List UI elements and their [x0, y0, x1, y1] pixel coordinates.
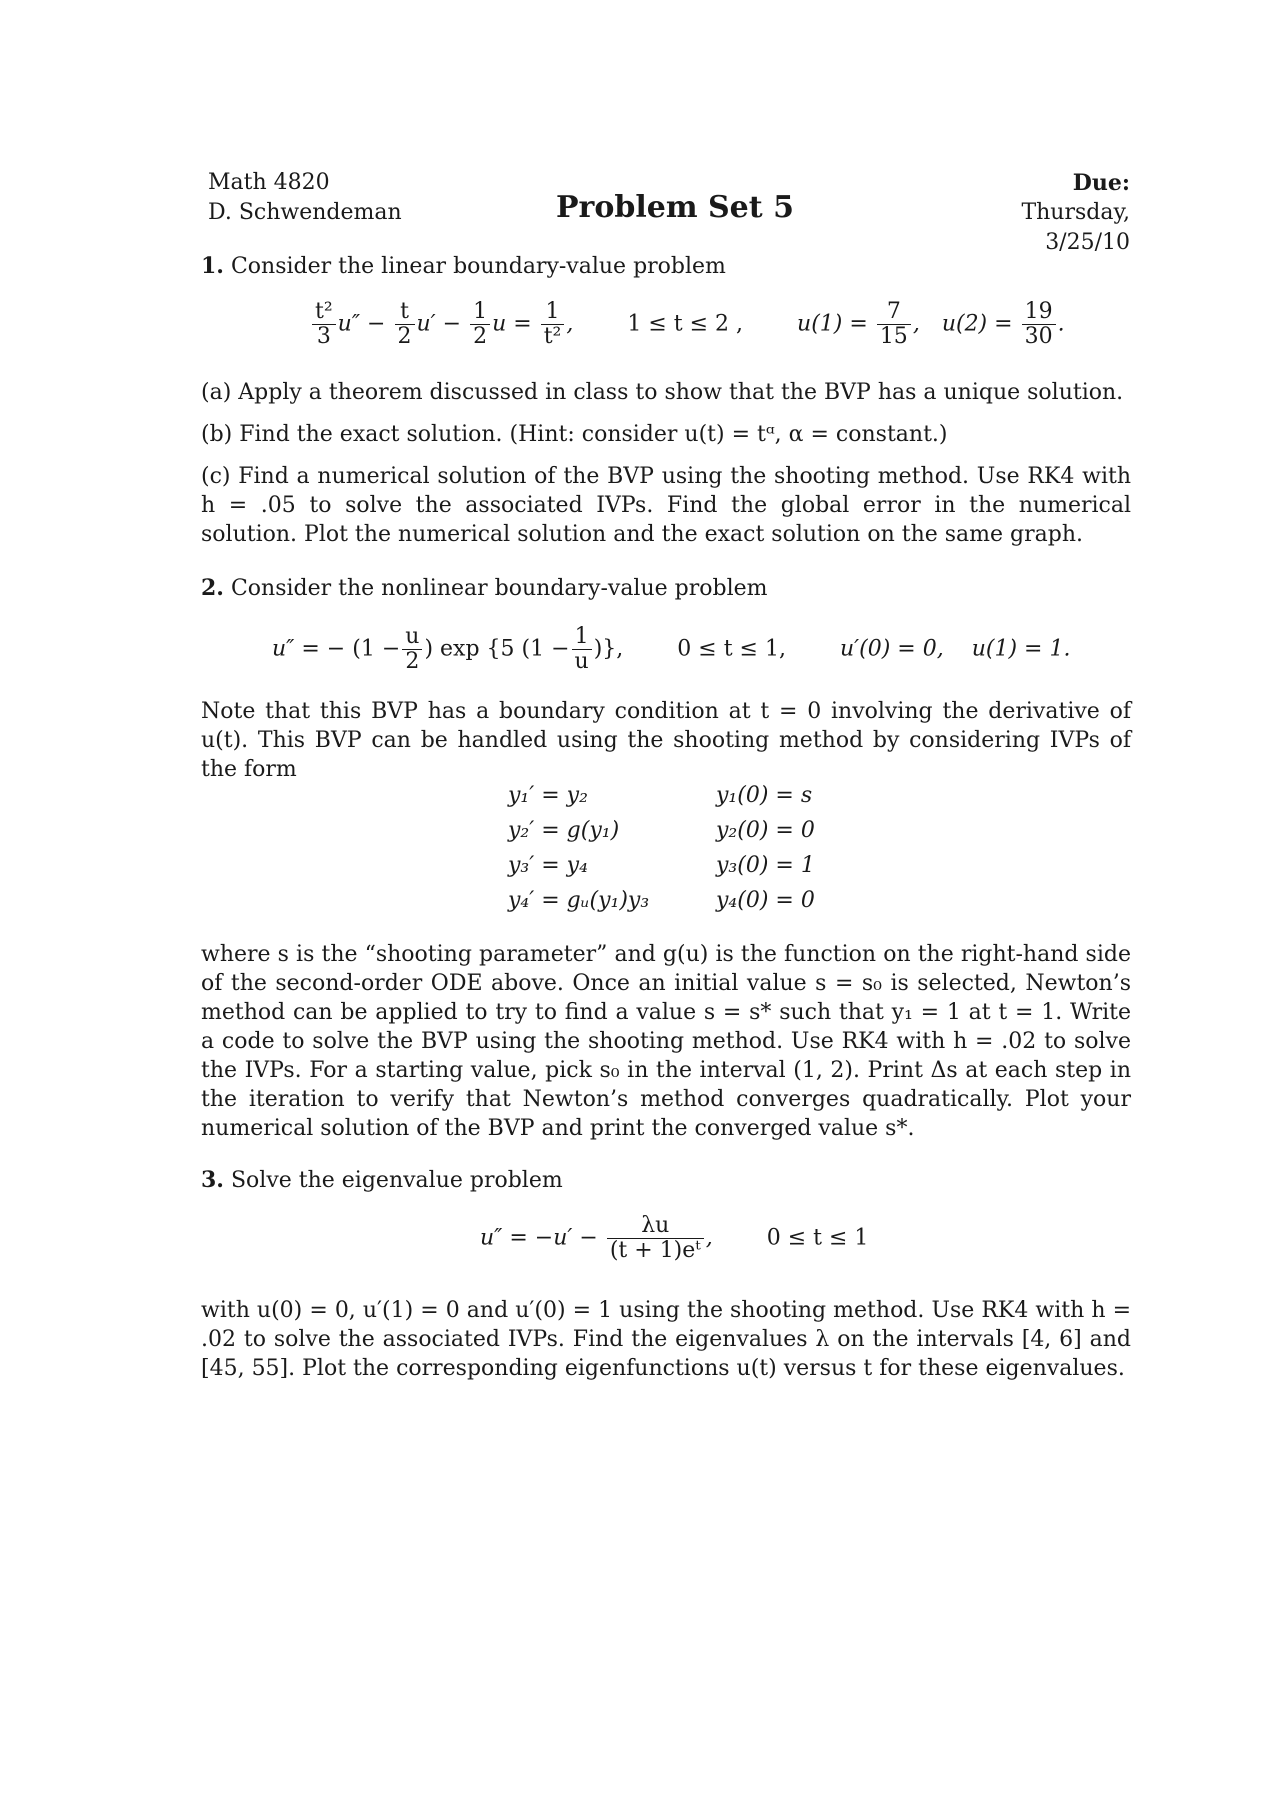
- eq1-frac-1-2: $\frac{1}{2}$: [470, 300, 490, 349]
- problem2-equation: [272, 625, 1132, 685]
- eq1-ueq: u =: [492, 311, 532, 337]
- problem1-intro-text: Consider the linear boundary-value problem: [230, 254, 726, 279]
- eq2-domain: 0 ≤ t ≤ 1,: [677, 636, 786, 662]
- due-label: Due:: [1072, 170, 1130, 196]
- eq2-brace-open: {5 (1 −: [486, 636, 570, 662]
- system-ode-4: y₄′ = gᵤ(y₁)y₃: [508, 888, 650, 913]
- eq2-frac-1-u: $\frac{1}{u}$: [572, 625, 592, 674]
- problem3-equation: [480, 1214, 980, 1274]
- eq2-lhs: u″ = −: [272, 636, 346, 662]
- system-ic-3: y₃(0) = 1: [716, 853, 815, 878]
- problem2-number: 2.: [201, 575, 224, 601]
- eq2-bc1: u′(0) = 0,: [839, 636, 944, 662]
- eq1-frac-19-30: $\frac{19}{30}$: [1022, 300, 1056, 349]
- system-ic-1: y₁(0) = s: [716, 783, 813, 808]
- problem2-body: where s is the “shooting parameter” and g(u) is the function on the right-hand side of the second-order ODE above. Once an initial value s = s₀ is selected, Newton’s method can be applied to try to find a value s = s* such that y₁ = 1 at t = 1. Write a code to solve the BVP using the shooting method. Use RK4 with h = .02 to solve the IVPs. For a starting value, pick s₀ in the interval (1, 2). Print Δs at each step in the iteration to verify that Newton’s method converges quadratically. Plot your numerical solution of the BVP and print the converged value s*.: [201, 942, 1131, 1141]
- system-ic-4: y₄(0) = 0: [716, 888, 815, 913]
- eq2-paren-open: (1 −: [352, 636, 401, 662]
- problem3-intro: [201, 1166, 1131, 1195]
- eq3-comma: ,: [705, 1225, 713, 1251]
- eq3-domain: 0 ≤ t ≤ 1: [766, 1225, 869, 1251]
- problem1-number: 1.: [201, 253, 224, 279]
- eq1-up: u′ −: [416, 311, 462, 337]
- problem1-part-b: (b) Find the exact solution. (Hint: consider u(t) = tᵅ, α = constant.): [201, 422, 948, 447]
- course-label: Math 4820: [208, 170, 330, 195]
- eq3-lhs: u″ = −u′ −: [480, 1225, 598, 1251]
- problem3-body: with u(0) = 0, u′(1) = 0 and u′(0) = 1 using the shooting method. Use RK4 with h = .02 to solve the associated IVPs. Find the eigenvalues λ on the intervals [4, 6] and [45, 55]. Plot the corresponding eigenfunctions u(t) versus t for these eigenvalues.: [201, 1298, 1131, 1381]
- problem1-part-c: (c) Find a numerical solution of the BVP using the shooting method. Use RK4 with h = .05 to solve the associated IVPs. Find the global error in the numerical solution. Plot the numerical solution and the exact solution on the same graph.: [201, 464, 1131, 547]
- eq1-bc2: u(2) =: [941, 311, 1013, 337]
- eq1-frac-t2-3: $\frac{\text{t²}}{3}$: [312, 300, 336, 349]
- eq1-frac-t-2: $\frac{t}{2}$: [395, 300, 415, 349]
- system-ode-1: y₁′ = y₂: [508, 783, 588, 808]
- problem1-intro: [201, 252, 1131, 281]
- due-date: Thursday, 3/25/10: [1021, 200, 1130, 255]
- problem2-intro-text: Consider the nonlinear boundary-value problem: [230, 576, 768, 601]
- eq2-exp: exp: [440, 636, 480, 662]
- problem3-intro-text: Solve the eigenvalue problem: [230, 1168, 563, 1193]
- eq1-bc1: u(1) =: [797, 311, 868, 337]
- eq2-bc2: u(1) = 1.: [971, 636, 1071, 662]
- eq2-frac-u-2: $\frac{u}{2}$: [402, 625, 422, 674]
- system-ode-2: y₂′ = g(y₁): [508, 818, 620, 843]
- system-ic-2: y₂(0) = 0: [716, 818, 815, 843]
- problem1-part-a: (a) Apply a theorem discussed in class to show that the BVP has a unique solution.: [201, 380, 1124, 405]
- eq2-brace-close: )},: [593, 636, 624, 662]
- problem2-intro: [201, 574, 1131, 603]
- eq1-frac-1-t2: $\frac{1}{\text{t²}}$: [541, 300, 565, 349]
- page-title: Problem Set 5: [556, 190, 794, 225]
- problem2-note: Note that this BVP has a boundary condition at t = 0 involving the derivative of u(t). This BVP can be handled using the shooting method by considering IVPs of the form: [201, 699, 1131, 782]
- instructor-label: D. Schwendeman: [208, 200, 402, 225]
- problem1-equation: $\frac{\text{t²}}{3}$ u″ − $\frac{t}{2}$ u′ − $\frac{1}{2}$ u = $\frac{1}{\text{t²}}$ , 1 ≤ t ≤ 2 , u(1) = $\frac{7}{15}$ , u(2) = $\frac{19}{30}$ .: [310, 300, 1110, 360]
- eq3-frac: $\frac{\lambda u}{\text{(t + 1)eᵗ}}$: [607, 1214, 704, 1263]
- eq1-domain: 1 ≤ t ≤ 2 ,: [627, 311, 744, 337]
- problem3-number: 3.: [201, 1167, 224, 1193]
- header-left: [208, 168, 402, 228]
- eq2-paren-close: ): [424, 636, 434, 662]
- eq1-frac-7-15: $\frac{7}{15}$: [877, 300, 911, 349]
- system-ode-3: y₃′ = y₄: [508, 853, 588, 878]
- eq1-upp: u″ −: [337, 311, 386, 337]
- header-right: [940, 168, 1130, 258]
- problem2-system-ics: [716, 778, 956, 918]
